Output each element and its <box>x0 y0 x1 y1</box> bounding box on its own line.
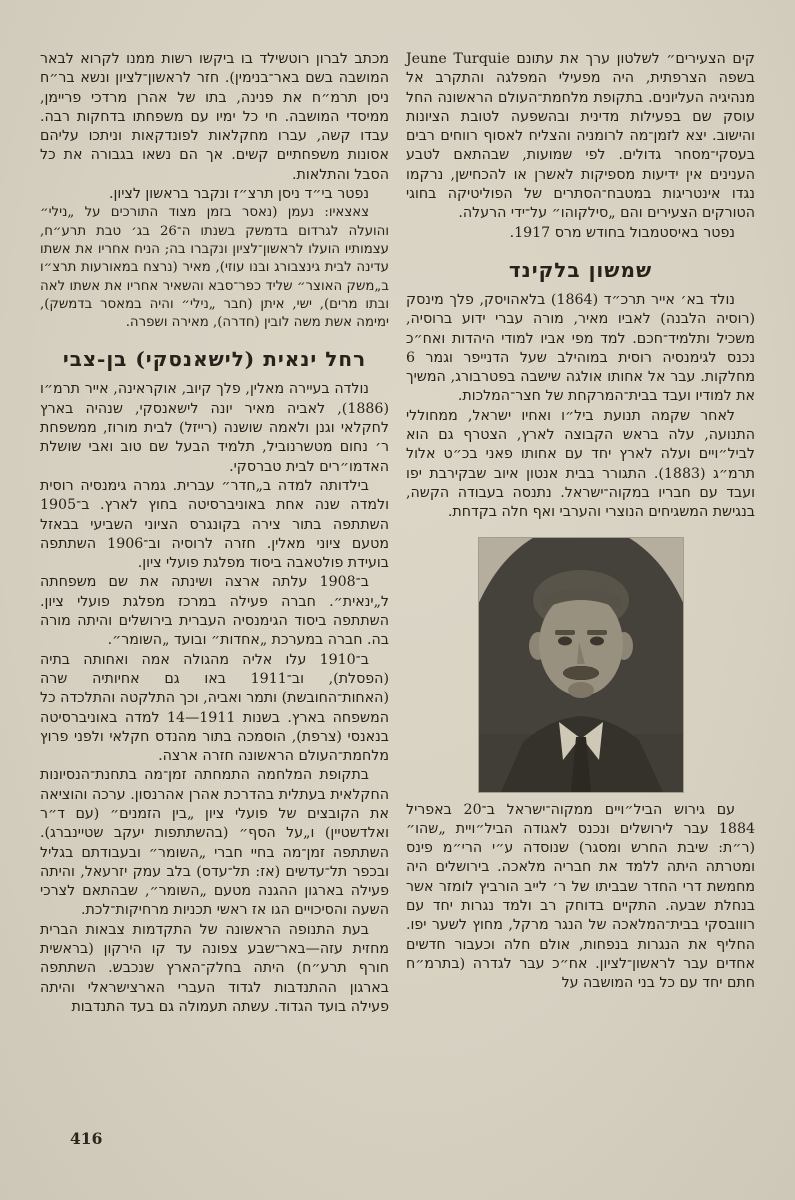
paragraph-yanait-war-period: בתקופת המלחמה התמחתה זמן־מה בתחנת־הנסיונות החקלאית בעתלית בהדרכת אהרן אהרנסון. ערכה והוציאה את הקובצים של פועלי ציון „בין הזמנים״ (עם ד״ר ואלדשטיין) ו„על הסף״ (בהשתתפות יעקב שטיינברג). השתתפה זמן־מה בחיי חברי „השומר״ ובעבודתם בגליל ובכפר תל־עדשים (אז: תל־עדס) בלב עמק יזרעאל, והיתה פעילה בארגון ההגנה מטעם „השומר״, שבהתאם לצרכי השעה והסיכויים הגו אז ראשי תכניות מרחיקות־לכת. <box>40 767 389 919</box>
paragraph-yanait-birth: נולדה בעיירה מאלין, פלך קיוב, אוקראינה, אייר תרמ״ו (1886), לאביה מאיר יונה לישאנסקי, שנהיה בארץ לחקלאי וגנן ולאמה שושנה (רייזל) לבית מורוז, ממשפחת ר׳ נחום מטשרנוביל, תלמיד הבעל שם טוב ואבי שושלת האדמו״רים לבית טברסקי. <box>40 381 389 475</box>
left-column <box>40 50 389 1017</box>
paragraph-belkind-jerusalem: עם גירוש הביל״ויים ממקוה־ישראל ב־20 באפריל 1884 עבר לירושלים ונכנס לאגודה הביל״ויית „שהו״ (ר״ת: שיבת החרש ומסגר) שנוסדה ע״י הרי״מ פינס ומטרתה היתה ללמד את חבריה מלאכה. בירושלים היה מחמשת דרי החדר שבביתו של ר׳ לייב הורביץ לומזר אשר בנחלת שבעה. התקיים בדוחק רב ולמד נגרות יחד עם רווובסקי בבית־המלאכה של הנגר מרקל, מחוץ לשער יפו. החליף את הנגרות בנפחות, אולם חלה וכעבור חדשים אחדים עבר לראשון־לציון. אח״כ עבר לגדרה (בתרמ״ח חתם יחד עם כל בני המושבה על <box>406 801 755 992</box>
paragraph-death-note: נפטר באיסטמבול בחודש מרס 1917. <box>509 224 735 241</box>
paragraph-belkind-bilu: לאחר שקמה תנועת ביל״ו ואחיו ישראל, ממחוללי התנועה, עלה בראש הקבוצה לארץ, הצטרף גם הוא לביל״ויים ועלה לארץ יחד עם אחותו פאני בכ״ט אלול תרמ״ג (1883). התגורר בבית אנטון איוב שבקירבת יפו ועבד עם חבריו במקוה־ישראל. נתנסה בעבודה הקשה, בנגישת המשגיחים הנוצרי והערבי ואף חלה בקדחת. <box>406 407 755 521</box>
entry-heading-rachel-yanait: רחל ינאית (לישאנסקי) בן-צבי <box>62 347 367 372</box>
paragraph-belkind-birth: נולד בא׳ אייר תרכ״ד (1864) בלאהויסק, פלך מינסק (רוסיה הלבנה) לאביו מאיר, מורה עברי ידוע ברוסיה, משכיל ותלמיד־חכם. למד מפי אביו למודי היהדות ואח״כ נכנס לגימנסיה רוסית במוהילב שעל הדנייפר וגמר 6 מחלקות. עבר אל אחותו אולגה שישבה בפטרבורג, המשיך את למודיו ועבד בבית־המרקחת של חצר־המלכות. <box>406 291 755 405</box>
paragraph-yanait-family: ב־1910 עלו אליה מהגולה אמה ואחותה בתיה (הפסלת), וב־1911 באו גם אחיותיה שרה (האחות־החובשת) ותמר ואביה, וכך התלקטה והתלכדה כל המשפחה בארץ. בשנות 1911—14 למדה באוניברסיטה בנאנסי (צרפת), הוסמכה בתור מהנדס חקלאי ולפני פרוץ מלחמת־העולם הראשונה חזרה ארצה. <box>40 651 389 765</box>
paragraph-continuation-rothschild: מכתב לברון רוטשילד בו ביקשו רשות ממנו לקרוא לבאר המושבה בשם באר־בנימין). חזר לראשון־לציון ונשא בר״ח ניסן תרמ״ח את פנינה, בתו של אהרן מרדכי פריימן, ממיסדי המושבה. חי כל ימיו עם משפחתו בדחקות רבה. עבדו קשה, עברו מחקלאות לפונדקאות וניתכו עליהם אסונות משפחתיים קשים. אך הם נשאו בגבורה את כל הסבל והתלאות. <box>40 51 389 183</box>
paragraph-descendants: צאצאיו: נעמן (נאסר בזמן מצוד התורכים על „נילי״ והועלה לגרדום בדמשק בשנתו ה־26 בג׳ טבת תרע״ח, עצמותיו הועלו לראשון־לציון ונקברו בה; הניח אחריו את אשתו עדינה לבית גינצבורג ובנו עוזי), מאיר (נרצח במאורעות תרצ״ו ב„משק האוצר״ שליד כפר־סבא והשאיר אחריו את אשתו לאה ובתו מרים), ישי, איתן (חבר „נילי״ והיה במאסר בדמשק), ימימה אשת משה לובין (חדרה), מאירה ושפרה. <box>40 205 389 331</box>
paragraph-death-note: נפטר בי״ד ניסן תרצ״ז ונקבר בראשון לציון. <box>109 186 369 203</box>
portrait-photo <box>479 538 683 792</box>
page-number: 416 <box>70 1129 103 1148</box>
right-column <box>406 50 755 1017</box>
paragraph-continuation-prev-page: קים הצעירים״ לשלטון ערך את עתונם Jeune Turquie בשפה הצרפתית, היה מפעילי המפלגה והתקרב אל מנהיגיה העליונים. בתקופת מלחמת־העולם הראשונה החל עוסק שם בפעילות מדינית ובהשפעה לטובת הציונות והישוב. יצא לזמן־מה לרומניה והצליח לאסוף רווחים רבים בעסקי־מסחר גדולים. לפי שמועות, שבהתאם לטבע הענינים אין ידיעות מספיקות לאשרן או להכחישן, נרקמו נגדו אינטריגות במטבח־הסתרים של הפוליטיקה בחוגי הטורקים הצעירים והם „סילקוהו״ על־ידי הרעלה. <box>406 51 755 222</box>
two-column-text-area <box>40 50 755 1017</box>
paragraph-yanait-aliyah: ב־1908 עלתה ארצה ושינתה את שם משפחתה ל„ינאית״. חברה פעילה במרכז מפלגת פועלי ציון. השתתפה ביסוד הגימנסיה העברית בירושלים והיתה מורה בה. חברה במערכת „אחדות״ ובועד „השומר״. <box>40 574 389 649</box>
entry-heading-shimshon-belkind: שמשון בלקינד <box>508 257 653 282</box>
paragraph-yanait-education: בילדותה למדה ב„חדר״ עברית. גמרה גימנסיה רוסית ולמדה שנה אחת באוניברסיטה בחוץ לארץ. ב־1905 השתתפה בתור צירה בקונגרס הציוני השביעי בבאזל מטעם ציוני מאלין. חזרה לרוסיה וב־1906 השתתפה בועידת פולטאבה ביסוד מפלגת פועלי ציון. <box>40 477 390 572</box>
paragraph-yanait-battalion: בעת התנופה הראשונה של התקדמות צבאות הברית מחזית עזה—באר־שבע צפונה עד קו הירקון (בראשית חורף תרע״ח) היתה בחלק־הארץ שנכבש. השתתפה בארגון ההתנדבות לגדוד העברי הארצישראלי והיתה פעילה בועד הגדוד. עשתה תעמולה גם בעד התנדבות <box>40 921 389 1015</box>
